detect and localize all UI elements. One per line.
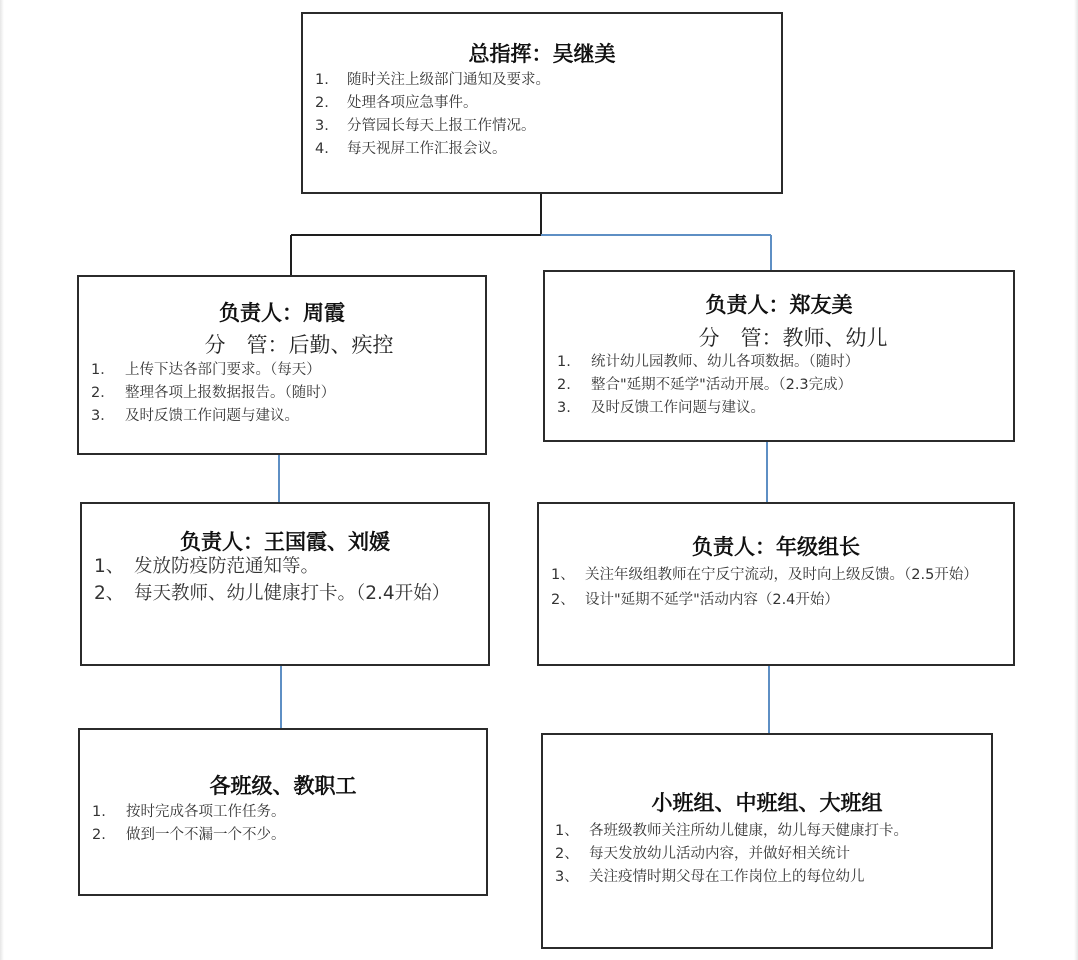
item-number: 2． [91,385,115,401]
item-text: 做到一个不漏一个不少。 [126,827,286,843]
node-item-list [315,70,771,162]
node-item-list [94,554,472,608]
item-number: 2、 [94,583,125,604]
node-item-list [91,360,477,429]
node-classes-staff [78,728,488,896]
node-item [551,564,1005,586]
item-text: 发放防疫防范通知等。 [134,556,320,577]
node-item-list [92,802,478,848]
node-commander [301,12,783,194]
node-subtitle: 分 管：教师、幼儿 [698,326,888,350]
item-number: 1. [557,354,571,370]
node-title: 总指挥：吴继美 [468,42,616,66]
item-number: 1、 [551,567,575,583]
node-class-groups [541,733,993,949]
item-number: 1． [91,362,115,378]
node-item [315,116,771,139]
item-text: 及时反馈工作问题与建议。 [591,400,765,416]
node-zhou-xia [77,275,487,455]
node-title: 小班组、中班组、大班组 [651,791,883,815]
item-number: 1、 [94,556,125,577]
item-text: 按时完成各项工作任务。 [126,804,286,820]
node-item [91,360,477,383]
item-number: 3. [315,118,329,134]
item-number: 1. [315,72,329,88]
node-item [555,821,983,844]
item-number: 1. [92,804,106,820]
item-text: 关注疫情时期父母在工作岗位上的每位幼儿 [589,869,865,885]
node-title: 负责人：年级组长 [692,535,860,559]
item-text: 随时关注上级部门通知及要求。 [347,72,550,88]
item-number: 3. [557,400,571,416]
item-text: 关注年级组教师在宁反宁流动，及时向上级反馈。（2.5开始） [585,567,978,583]
node-title: 各班级、教职工 [209,774,357,798]
node-title: 负责人：郑友美 [705,293,853,317]
item-text: 统计幼儿园教师、幼儿各项数据。（随时） [591,354,860,370]
node-item [551,589,1005,611]
item-text: 及时反馈工作问题与建议。 [125,408,299,424]
item-text: 设计"延期不延学"活动内容（2.4开始） [585,592,839,608]
node-item [557,398,1005,421]
node-item-list [557,352,1005,421]
item-text: 上传下达各部门要求。（每天） [125,362,321,378]
item-number: 4. [315,141,329,157]
node-item [91,406,477,429]
node-item-list [551,564,1005,614]
node-item-list [555,821,983,890]
node-item [315,139,771,162]
item-number: 2、 [551,592,575,608]
node-item [94,581,472,606]
node-zheng-youmei [543,270,1015,442]
node-item [91,383,477,406]
item-text: 每天视屏工作汇报会议。 [347,141,507,157]
node-item [557,375,1005,398]
node-title: 负责人：王国霞、刘媛 [180,530,390,554]
node-subtitle: 分 管：后勤、疾控 [204,333,394,357]
item-number: 1、 [555,823,579,839]
item-number: 3、 [555,869,579,885]
node-item [555,844,983,867]
item-number: 2. [557,377,571,393]
node-item [555,867,983,890]
node-wang-liu [80,502,490,666]
item-text: 整合"延期不延学"活动开展。（2.3完成） [591,377,853,393]
node-item [315,70,771,93]
node-item [94,554,472,579]
item-number: 2. [92,827,106,843]
item-text: 分管园长每天上报工作情况。 [347,118,536,134]
node-item [557,352,1005,375]
item-text: 整理各项上报数据报告。（随时） [125,385,336,401]
item-text: 处理各项应急事件。 [347,95,478,111]
item-text: 各班级教师关注所幼儿健康，幼儿每天健康打卡。 [589,823,908,839]
item-number: 2. [315,95,329,111]
node-grade-leaders [537,502,1015,666]
node-item [92,802,478,825]
node-item [315,93,771,116]
node-item [92,825,478,848]
item-text: 每天发放幼儿活动内容，并做好相关统计 [589,846,850,862]
node-title: 负责人：周霞 [219,301,345,325]
item-text: 每天教师、幼儿健康打卡。（2.4开始） [134,583,451,604]
item-number: 2、 [555,846,579,862]
item-number: 3． [91,408,115,424]
